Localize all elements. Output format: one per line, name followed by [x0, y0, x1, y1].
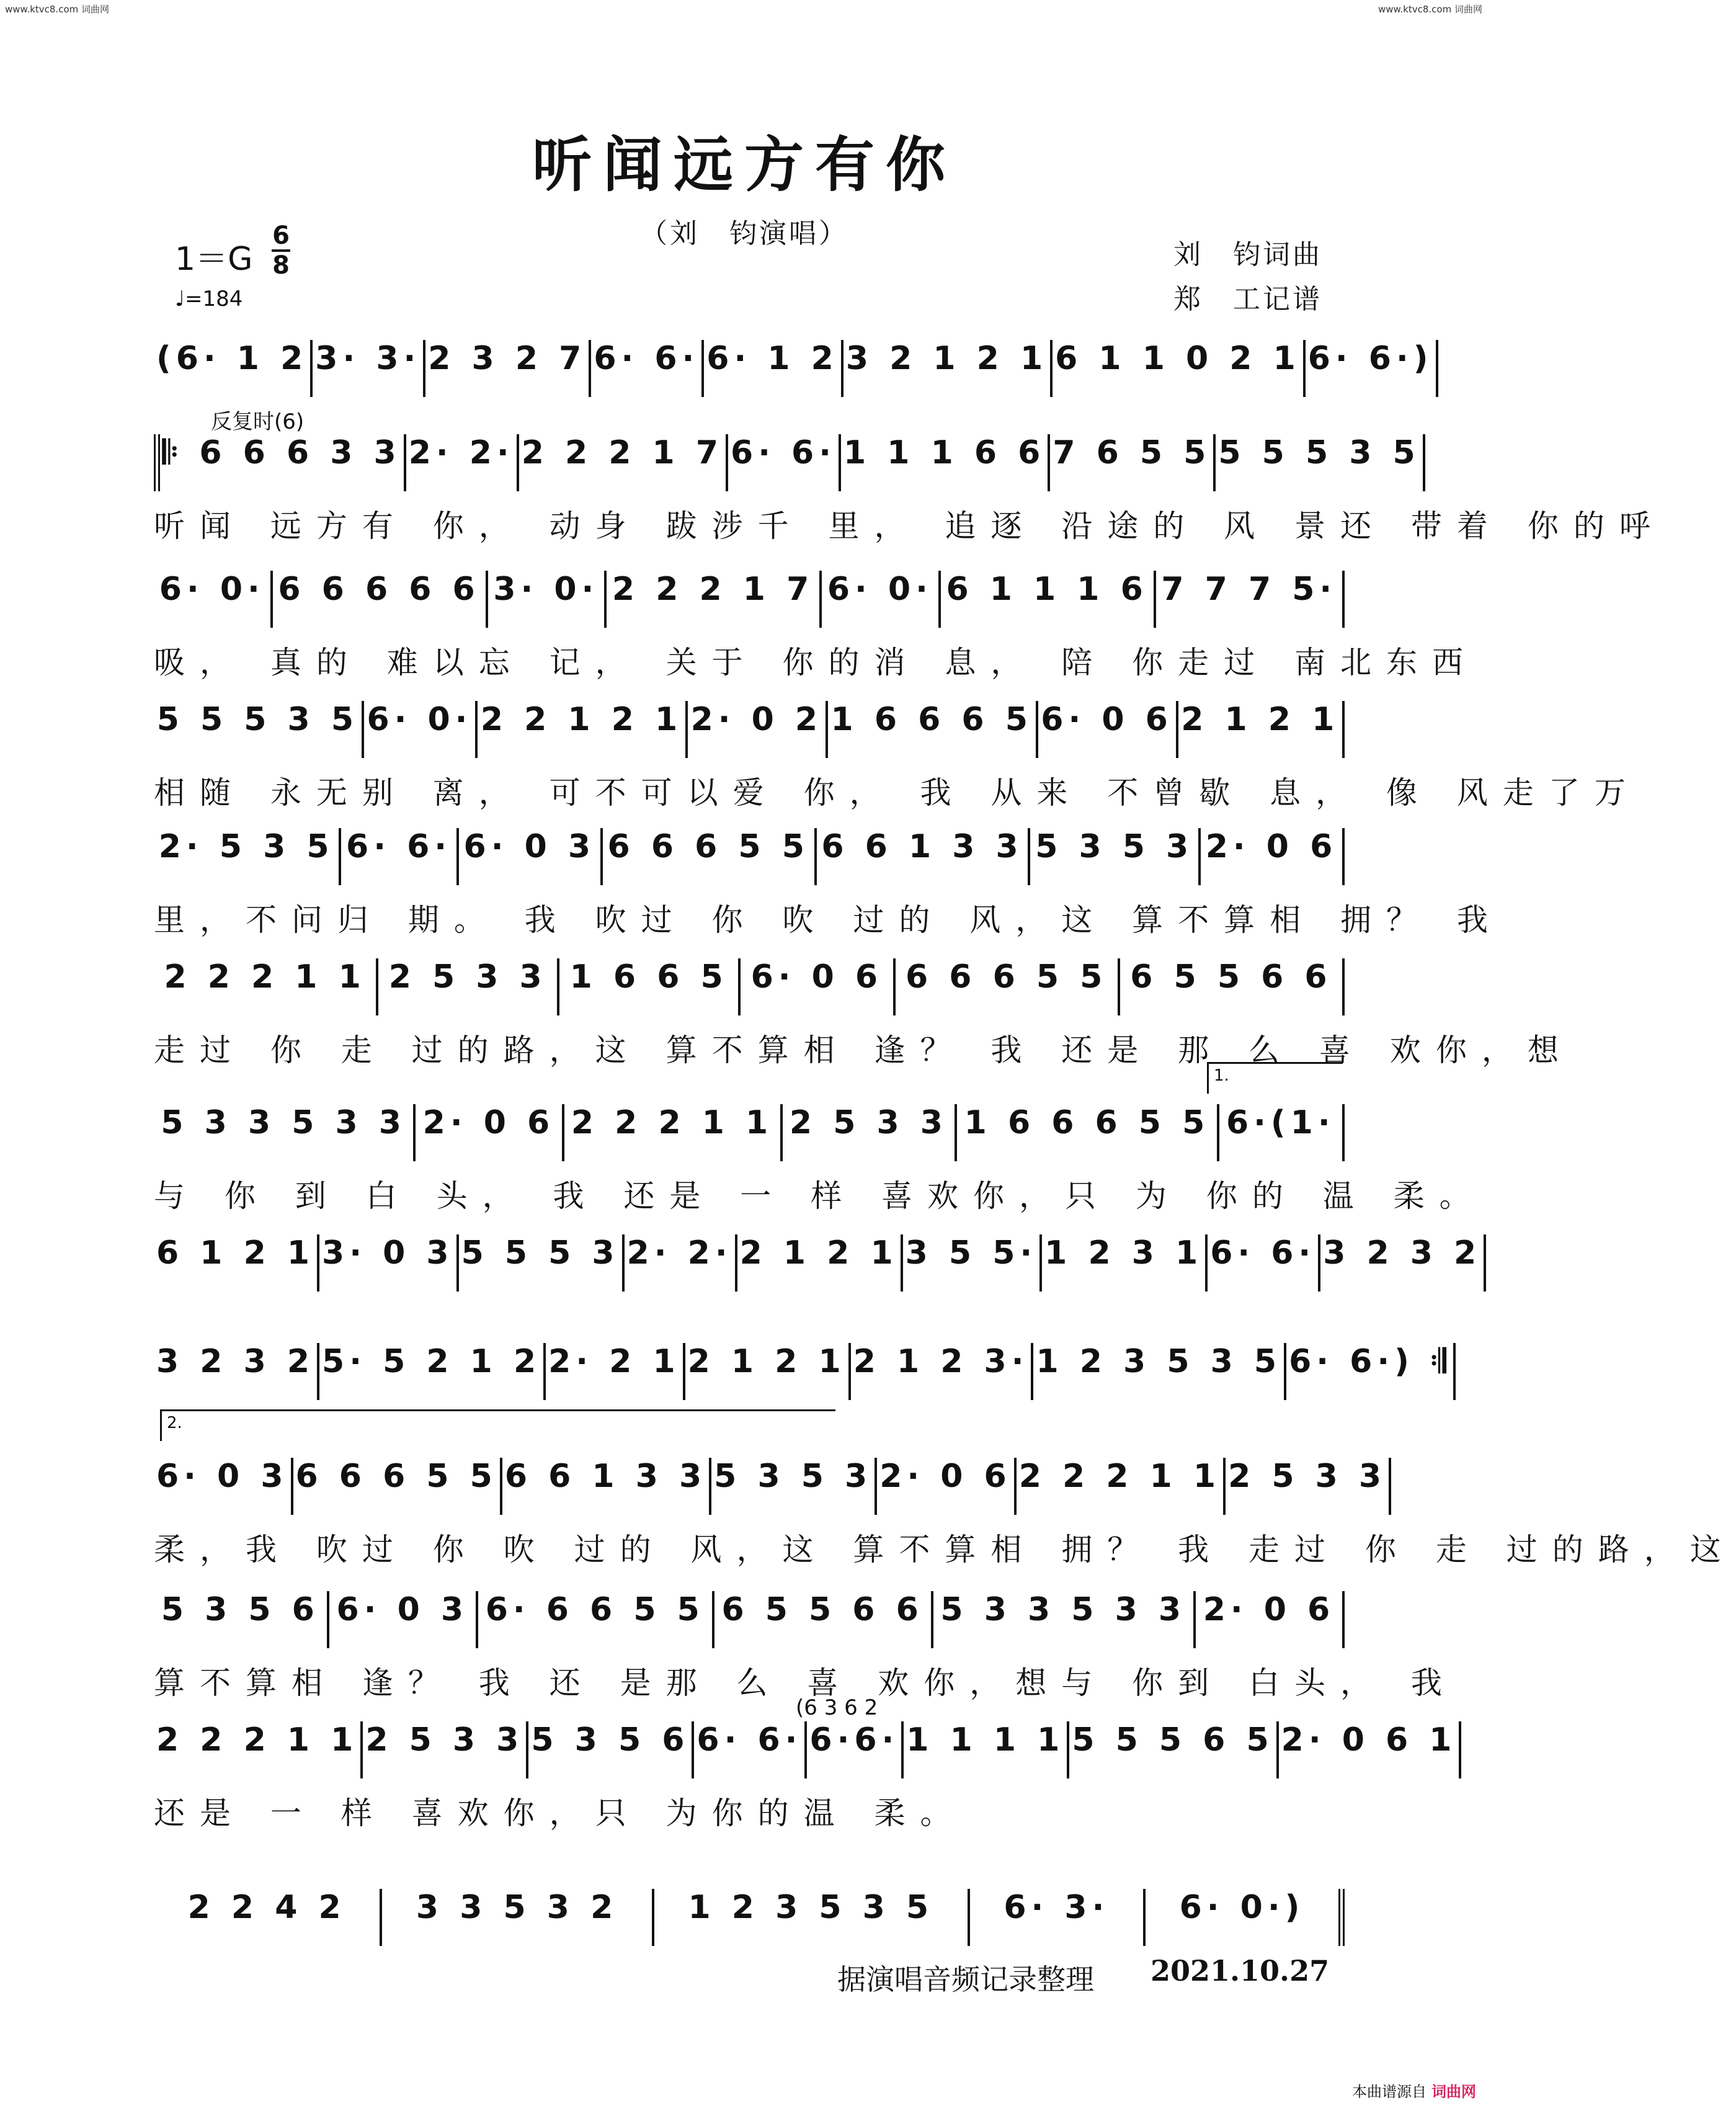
meter-bottom: 8	[272, 251, 290, 280]
measure	[1050, 434, 1216, 491]
measure	[1279, 1721, 1462, 1778]
watermark-left: www.ktvc8.com 词曲网	[5, 4, 110, 15]
measure-notes: 5 5 5 3	[461, 1234, 620, 1272]
measure-notes: 2 2 2 1 1	[164, 958, 366, 996]
measure-notes: 2· 0 6	[1203, 1591, 1335, 1628]
measure	[154, 1889, 382, 1946]
notation-row	[154, 571, 1345, 628]
measure	[1219, 1104, 1345, 1161]
measure	[154, 1234, 319, 1292]
measure	[1042, 1234, 1208, 1292]
measure-notes: 5 3 5 3	[1035, 828, 1194, 865]
measure-notes: 6 5 5 6 6	[1130, 958, 1332, 996]
measure	[685, 1343, 851, 1400]
notation-row	[154, 1343, 1451, 1400]
measure	[688, 701, 828, 758]
measure	[1208, 1234, 1320, 1292]
watermark-right: www.ktvc8.com 词曲网	[1378, 4, 1482, 15]
notation-row	[154, 701, 1345, 758]
measure	[941, 571, 1156, 628]
measure	[957, 1104, 1219, 1161]
measure	[1196, 1591, 1345, 1648]
measure-notes: 2 1 2 1	[687, 1343, 846, 1380]
measure	[851, 1343, 1034, 1400]
measure-notes: 3 5 5·	[905, 1234, 1038, 1272]
bottom-watermark-brand: 词曲网	[1431, 2083, 1476, 2100]
measure	[904, 1721, 1069, 1778]
measure	[1216, 434, 1425, 491]
measure-notes: 6· 6·	[1210, 1234, 1316, 1272]
measure-notes: 7 6 5 5	[1053, 434, 1211, 471]
measure-notes: 3· 0·	[493, 571, 599, 608]
measure-notes: 6· 6·	[697, 1721, 803, 1759]
measure	[714, 1591, 933, 1648]
measure	[406, 434, 519, 491]
measure	[1226, 1458, 1391, 1515]
measure-notes: 2 2 2 1 7	[521, 434, 724, 471]
measure-notes: 6· 0 3	[336, 1591, 469, 1628]
measure-notes: 5 3 5 6	[161, 1591, 319, 1628]
measure-notes: 2· 5 3 5	[158, 828, 334, 865]
score-line	[154, 1721, 1457, 1832]
measure-notes: 2 3 2 7	[428, 340, 587, 377]
transcription-date: 2021.10.27	[1151, 1954, 1330, 1988]
measure-notes: 1 2 3 1	[1044, 1234, 1203, 1272]
measure	[313, 340, 425, 397]
measure-notes: 5 5 5 3 5	[1218, 434, 1420, 471]
measure-notes: 2 1 2 1	[739, 1234, 898, 1272]
measure	[564, 1104, 783, 1161]
volta-2: 2.	[160, 1409, 835, 1441]
measure	[416, 1104, 564, 1161]
measure-notes: 2 1 2 3·	[853, 1343, 1029, 1380]
measure-notes: 6· 0 6	[1041, 701, 1173, 738]
measure	[425, 340, 591, 397]
measure	[154, 828, 341, 885]
measure	[817, 828, 1031, 885]
measure-notes: 5 5 5 6 5	[1072, 1721, 1274, 1759]
lyricist-composer: 刘 钧词曲	[1173, 239, 1322, 270]
measure-notes: 2· 0 6	[1205, 828, 1338, 865]
measure-notes: 6·6·	[809, 1721, 899, 1759]
measure-notes: 2· 0 6	[422, 1104, 555, 1141]
measure	[154, 1343, 319, 1400]
score-line	[154, 1343, 1451, 1400]
measure-notes: 3 3 5 3 2	[416, 1889, 618, 1926]
measure	[1069, 1721, 1278, 1778]
measure-notes: 6·(1·	[1226, 1104, 1335, 1141]
measure-notes: 1 1 1 1	[906, 1721, 1065, 1759]
measure-notes: 3· 0 3	[322, 1234, 454, 1272]
notation-row	[154, 1234, 1482, 1292]
measure	[741, 958, 895, 1015]
measure	[1033, 1343, 1286, 1400]
measure	[502, 1458, 711, 1515]
measure	[807, 1721, 904, 1778]
measure-notes: 2 2 2 1 7	[612, 571, 814, 608]
measure-notes: 2· 0 6	[879, 1458, 1012, 1495]
score-line	[154, 828, 1503, 939]
tempo-marking: ♩=184	[175, 287, 243, 311]
score-line	[154, 1234, 1482, 1292]
measure-notes: 2 2 2 1 1	[571, 1104, 773, 1141]
bottom-watermark	[1352, 2079, 1476, 2101]
measure-notes: 6 1 1 0 2 1	[1055, 340, 1301, 377]
measure-notes: 3 2 3 2	[156, 1343, 315, 1380]
notation-row	[154, 1458, 1387, 1515]
lyrics-line: 算不算相 逢？ 我 还 是那 么 喜 欢你，想与 你到 白头， 我	[154, 1665, 1457, 1701]
measure	[828, 701, 1038, 758]
meter-top: 6	[272, 221, 290, 250]
measure	[154, 1458, 293, 1515]
lyrics-line: 听闻 远方有 你， 动身 跋涉千 里， 追逐 沿途的 风 景还 带着 你的呼	[154, 508, 1665, 544]
measure	[1178, 701, 1345, 758]
measure	[154, 1104, 416, 1161]
measure	[903, 1234, 1043, 1292]
measure	[154, 701, 364, 758]
measure-notes: 5· 5 2 1 2	[322, 1343, 541, 1380]
measure	[341, 828, 458, 885]
measure-notes: 1 2 3 5 3 5	[688, 1889, 934, 1926]
notation-row	[154, 1104, 1345, 1161]
measure	[1156, 571, 1345, 628]
notation-row	[154, 1721, 1457, 1778]
credits	[1173, 233, 1322, 322]
measure	[546, 1343, 685, 1400]
notation-row	[154, 1889, 1345, 1946]
measure	[293, 1458, 502, 1515]
measure-notes: 3 2 1 2 1	[845, 340, 1048, 377]
measure	[783, 1104, 958, 1161]
measure-notes: 6 6 6 5 5	[607, 828, 809, 865]
measure-notes: 5 5 5 3 5	[156, 701, 359, 738]
notation-row	[154, 828, 1345, 885]
measure-notes: 6· 1 2	[706, 340, 839, 377]
lyrics-line: 吸， 真的 难以忘 记， 关于 你的消 息， 陪 你走过 南北东西	[154, 645, 1479, 680]
measure-notes: (6· 1 2	[156, 340, 308, 377]
score-line	[154, 1458, 1736, 1568]
measure-notes: 6· 6·	[594, 340, 700, 377]
measure	[607, 571, 822, 628]
time-signature	[272, 222, 290, 279]
measure	[154, 340, 313, 397]
measure	[704, 340, 844, 397]
measure-notes: 𝄆 6 6 6 3 3	[162, 434, 401, 471]
measure-notes: 1 1 1 6 6	[844, 434, 1046, 471]
measure	[654, 1889, 970, 1946]
measure-notes: 5 3 3 5 3 3	[161, 1104, 406, 1141]
measure-notes: 7 7 7 5·	[1161, 571, 1337, 608]
measure	[154, 1591, 329, 1648]
measure	[459, 828, 603, 885]
measure	[844, 340, 1053, 397]
volta-1: 1.	[1207, 1062, 1343, 1094]
measure-notes: 6· 0·	[827, 571, 933, 608]
measure	[488, 571, 607, 628]
measure	[378, 958, 559, 1015]
ossia-note: (6 3 6 2	[796, 1695, 878, 1720]
measure-notes: 2· 0 2	[690, 701, 823, 738]
score-line	[154, 571, 1479, 681]
measure	[711, 1458, 877, 1515]
measure-notes: 6· 3·	[1004, 1889, 1110, 1926]
measure	[559, 958, 741, 1015]
measure	[822, 571, 941, 628]
measure	[319, 1343, 546, 1400]
measure-notes: 2· 2·	[626, 1234, 732, 1272]
measure	[728, 434, 841, 491]
measure-notes: 6· 6 6 5 5	[485, 1591, 705, 1628]
measure	[329, 1591, 478, 1648]
measure-notes: 2 5 3 3	[365, 1721, 524, 1759]
lyrics-line: 相随 永无别 离， 可不可以爱 你， 我 从来 不曾歇 息， 像 风走了万	[154, 775, 1640, 811]
score-line	[154, 340, 1433, 397]
lyrics-line: 走过 你 走 过的路，这 算不算相 逢？ 我 还是 那 么 喜 欢你，想	[154, 1032, 1574, 1068]
measure	[382, 1889, 654, 1946]
measure	[625, 1234, 737, 1292]
measure-notes: 5 3 3 5 3 3	[940, 1591, 1186, 1628]
notation-row	[154, 958, 1345, 1015]
measure-notes: 6 6 1 3 3	[821, 828, 1023, 865]
score-line	[154, 434, 1665, 545]
measure-notes: 2· 0 6 1	[1281, 1721, 1457, 1759]
performer-subtitle: （刘 钧演唱）	[640, 218, 848, 249]
measure-notes: 2 5 3 3	[388, 958, 547, 996]
transcriber: 郑 工记谱	[1173, 283, 1322, 315]
measure	[970, 1889, 1146, 1946]
measure	[877, 1458, 1017, 1515]
measure-notes: 3 2 3 2	[1323, 1234, 1482, 1272]
measure-notes: 6· 0·)	[1179, 1889, 1305, 1926]
measure	[154, 571, 273, 628]
measure-notes: 2 5 3 3	[1228, 1458, 1387, 1495]
measure-notes: 6· 6·)	[1307, 340, 1433, 377]
measure-notes: 6· 6·	[346, 828, 452, 865]
notation-row	[154, 340, 1433, 397]
measure-notes: 2 2 1 2 1	[480, 701, 683, 738]
score-line	[154, 1591, 1457, 1702]
lyrics-line: 柔，我 吹过 你 吹 过的 风，这 算不算相 拥？ 我 走过 你 走 过的路，这	[154, 1532, 1736, 1568]
song-title: 听闻远方有你	[532, 130, 956, 200]
measure-notes: 6· 0·	[159, 571, 265, 608]
measure	[1146, 1889, 1345, 1946]
measure	[319, 1234, 459, 1292]
measure-notes: 5 3 5 6	[531, 1721, 690, 1759]
measure	[737, 1234, 903, 1292]
measure	[896, 958, 1120, 1015]
measure-notes: 5 3 5 3	[714, 1458, 873, 1495]
measure	[528, 1721, 694, 1778]
measure-notes: 6· 0·	[367, 701, 473, 738]
measure-notes: 2 2 2 1 1	[156, 1721, 358, 1759]
measure	[364, 701, 478, 758]
lyrics-line: 里，不问归 期。 我 吹过 你 吹 过的 风，这 算不算相 拥？ 我	[154, 902, 1503, 938]
measure-notes: 6 6 6 5 5	[906, 958, 1108, 996]
measure	[273, 571, 488, 628]
score-line	[154, 958, 1574, 1069]
measure-notes: 1 6 6 6 5 5	[964, 1104, 1210, 1141]
measure	[1120, 958, 1345, 1015]
transcription-note: 据演唱音频记录整理	[837, 1963, 1094, 1996]
measure-notes: 2 1 2 1	[1181, 701, 1340, 738]
measure-notes: 2 2 4 2	[187, 1889, 346, 1926]
measure-notes: 6· 0 3	[463, 828, 596, 865]
measure	[459, 1234, 625, 1292]
measure-notes: 6· 0 3	[156, 1458, 288, 1495]
measure-notes: 1 6 6 5	[569, 958, 728, 996]
measure	[1320, 1234, 1486, 1292]
measure	[519, 434, 728, 491]
lyrics-line: 与 你 到 白 头， 我 还是 一 样 喜欢你，只 为 你的 温 柔。	[154, 1178, 1485, 1214]
measure-notes: 6 6 6 6 6	[278, 571, 480, 608]
measure-notes: 6 5 5 6 6	[721, 1591, 924, 1628]
measure	[841, 434, 1050, 491]
measure	[1053, 340, 1306, 397]
measure	[603, 828, 817, 885]
measure-notes: 6 1 1 1 6	[946, 571, 1148, 608]
measure-notes: 2 5 3 3	[789, 1104, 948, 1141]
measure-notes: 6 6 6 5 5	[295, 1458, 497, 1495]
score-line	[154, 701, 1640, 811]
measure	[1201, 828, 1345, 885]
measure-notes: 3· 3·	[315, 340, 421, 377]
measure-notes: 6 1 2 1	[156, 1234, 315, 1272]
measure-notes: 6 6 1 3 3	[504, 1458, 707, 1495]
measure	[1038, 701, 1178, 758]
measure	[154, 958, 378, 1015]
repeat-note: 反复时(6)	[211, 409, 305, 434]
measure	[363, 1721, 528, 1778]
notation-row	[154, 1591, 1345, 1648]
measure	[933, 1591, 1196, 1648]
measure-notes: 2 2 2 1 1	[1018, 1458, 1221, 1495]
measure	[1030, 828, 1201, 885]
measure	[694, 1721, 807, 1778]
measure-notes: 2· 2·	[408, 434, 514, 471]
measure-notes: 6· 6·) 𝄇	[1289, 1343, 1451, 1380]
measure	[154, 1721, 363, 1778]
measure-notes: 1 6 6 6 5	[830, 701, 1033, 738]
measure	[154, 434, 406, 491]
measure	[478, 701, 688, 758]
measure-notes: 1 2 3 5 3 5	[1036, 1343, 1282, 1380]
measure	[591, 340, 704, 397]
measure	[1306, 340, 1438, 397]
measure	[478, 1591, 714, 1648]
measure-notes: 6· 0 6	[750, 958, 883, 996]
lyrics-line: 还是 一 样 喜欢你，只 为你的温 柔。	[154, 1795, 966, 1831]
measure-notes: 6· 6·	[731, 434, 836, 471]
measure-notes: 2· 2 1	[548, 1343, 680, 1380]
notation-row	[154, 434, 1420, 491]
bottom-watermark-text: 本曲谱源自	[1352, 2083, 1427, 2100]
measure	[1017, 1458, 1226, 1515]
key-signature: 1＝G	[175, 241, 253, 278]
score-line	[154, 1889, 1345, 1946]
measure	[1286, 1343, 1456, 1400]
score-line	[154, 1104, 1485, 1215]
